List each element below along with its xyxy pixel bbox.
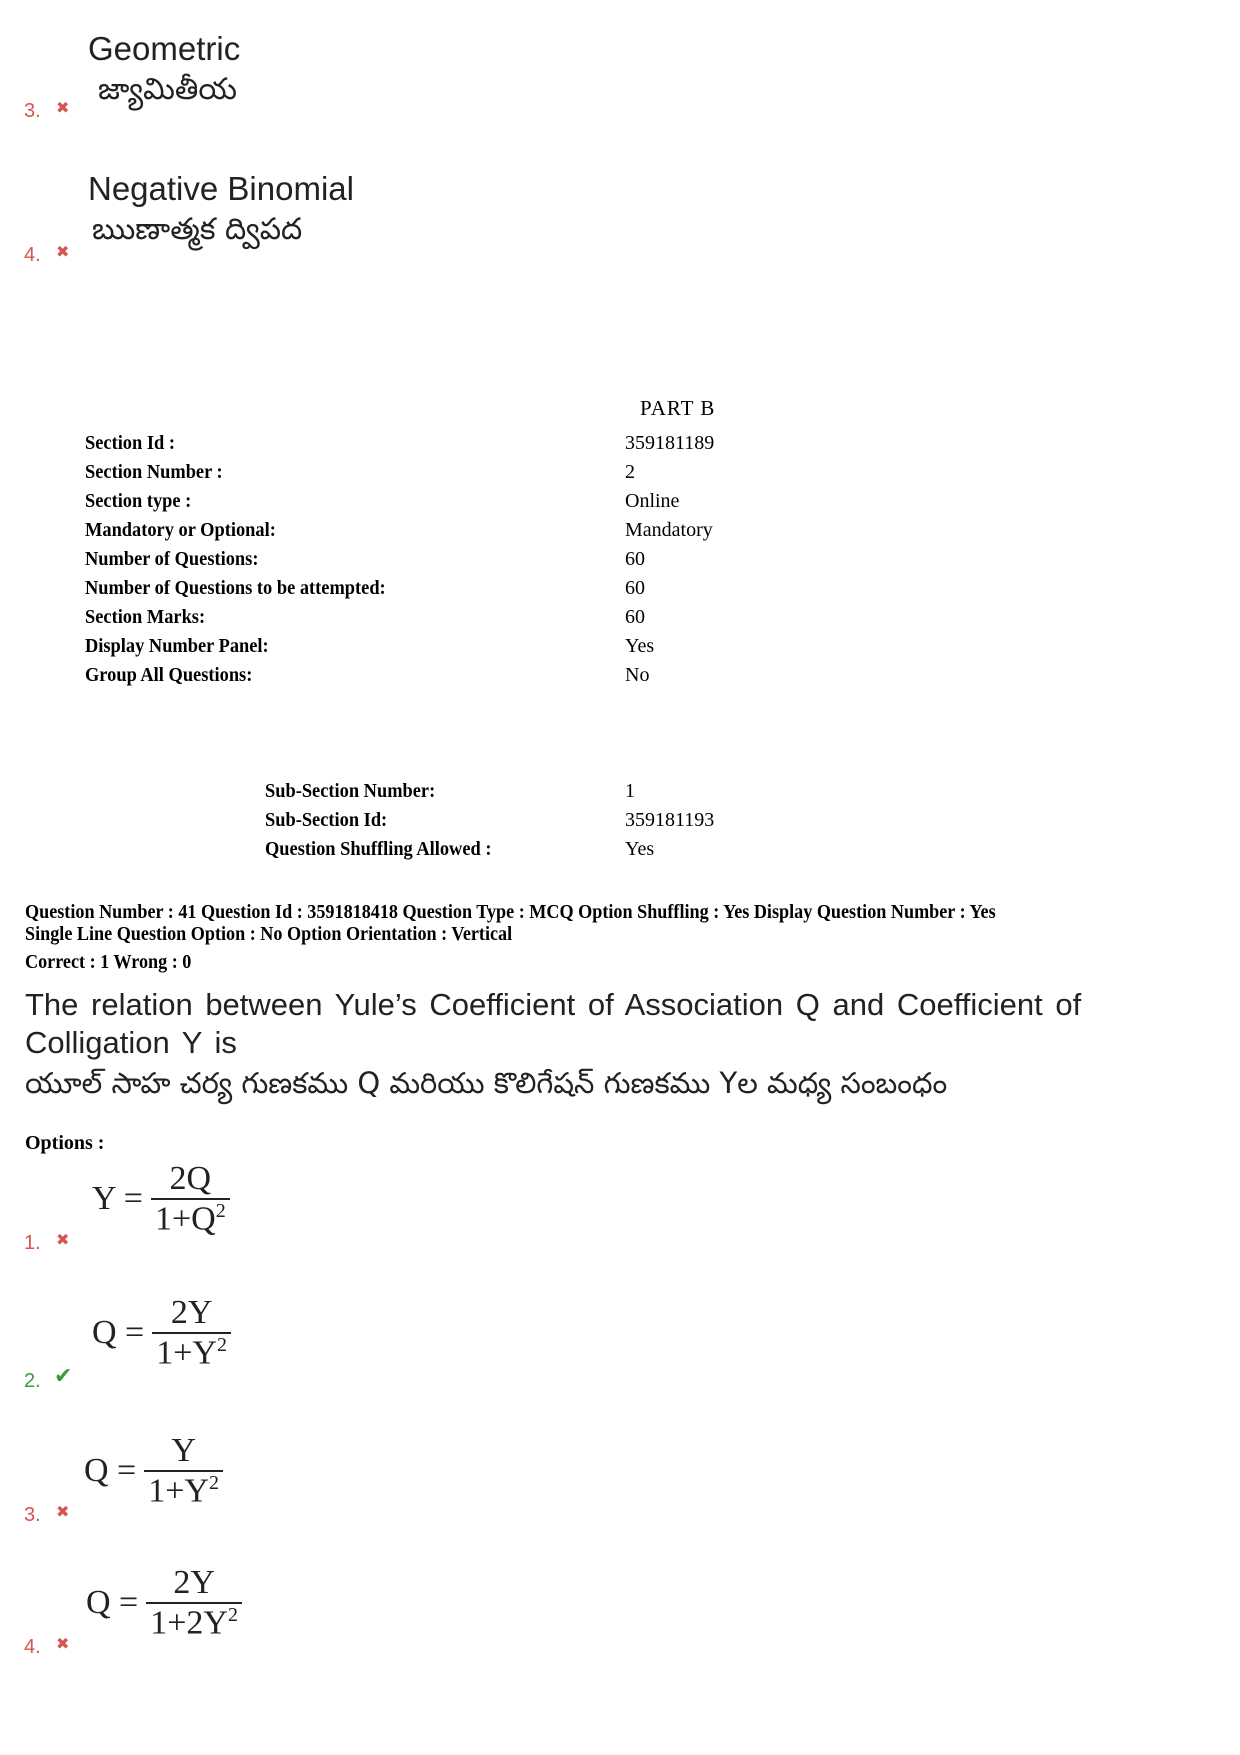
shuffle-label: Question Shuffling Allowed : — [265, 838, 492, 860]
question-marks: Correct : 1 Wrong : 0 — [25, 952, 192, 973]
display-panel-value: Yes — [625, 635, 655, 657]
question-text-en: The relation between Yule’s Coefficient of Association Q and Coefficient of Colligation Y is — [25, 987, 1082, 1060]
subsection-id-value: 359181193 — [625, 809, 715, 831]
option-formula — [92, 1294, 231, 1372]
subsection-number-label: Sub-Section Number: — [265, 780, 436, 802]
formula-numerator: 2Y — [170, 1294, 213, 1331]
formula-denominator — [146, 1602, 242, 1642]
formula-fraction — [144, 1432, 223, 1510]
denominator-exponent: 2 — [215, 1200, 226, 1222]
section-type-label: Section type : — [85, 490, 192, 512]
checkmark-icon: ✔ — [54, 1364, 73, 1389]
option-number: 4. — [24, 1636, 41, 1658]
denominator-exponent: 2 — [227, 1604, 238, 1626]
subsection-id-label: Sub-Section Id: — [265, 809, 388, 831]
num-attempt-label: Number of Questions to be attempted: — [85, 577, 386, 599]
option-text-en: Geometric — [88, 30, 241, 67]
cross-icon: ✖ — [56, 1230, 70, 1249]
mandatory-value: Mandatory — [625, 519, 713, 541]
option-number: 4. — [24, 244, 41, 266]
section-marks-label: Section Marks: — [85, 606, 206, 628]
section-heading: PART B — [640, 396, 716, 420]
option-formula — [86, 1564, 242, 1642]
display-panel-label: Display Number Panel: — [85, 635, 269, 657]
question-meta-line2: Single Line Question Option : No Option Orientation : Vertical — [25, 924, 513, 945]
section-marks-value: 60 — [625, 606, 645, 628]
section-number-value: 2 — [625, 461, 635, 483]
formula-lhs: Y = — [92, 1180, 143, 1218]
question-meta-line1: Question Number : 41 Question Id : 3591818418 Question Type : MCQ Option Shuffling : Yes Display Question Number : Yes — [25, 902, 996, 923]
section-id-value: 359181189 — [625, 432, 715, 454]
formula-numerator: Y — [171, 1432, 196, 1469]
formula-lhs: Q = — [86, 1584, 139, 1622]
denominator-exponent: 2 — [208, 1472, 219, 1494]
formula-denominator — [151, 1198, 230, 1238]
option-number: 2. — [24, 1370, 41, 1392]
formula-numerator: 2Y — [173, 1564, 215, 1601]
cross-icon: ✖ — [56, 98, 70, 117]
denominator-base: 1+2Y — [150, 1604, 228, 1642]
section-number-label: Section Number : — [85, 461, 223, 483]
num-questions-label: Number of Questions: — [85, 548, 259, 570]
subsection-number-value: 1 — [625, 780, 635, 802]
option-number: 3. — [24, 100, 41, 122]
num-attempt-value: 60 — [625, 577, 645, 599]
option-formula — [92, 1160, 230, 1238]
shuffle-value: Yes — [625, 838, 655, 860]
option-text-te: ఋణాత్మక ద్విపద — [92, 212, 303, 247]
num-questions-value: 60 — [625, 548, 645, 570]
option-text-te: జ్యామితీయ — [98, 72, 237, 107]
option-text-en: Negative Binomial — [88, 170, 354, 207]
denominator-base: 1+Y — [148, 1472, 209, 1510]
denominator-base: 1+Q — [154, 1200, 216, 1238]
section-id-label: Section Id : — [85, 432, 175, 454]
formula-denominator — [144, 1470, 223, 1510]
mandatory-label: Mandatory or Optional: — [85, 519, 276, 541]
cross-icon: ✖ — [56, 1634, 70, 1653]
formula-lhs: Q = — [84, 1452, 137, 1490]
option-number: 3. — [24, 1504, 41, 1526]
formula-fraction — [146, 1564, 242, 1642]
denominator-base: 1+Y — [156, 1334, 217, 1372]
option-number: 1. — [24, 1232, 41, 1254]
denominator-exponent: 2 — [216, 1334, 227, 1356]
section-type-value: Online — [625, 490, 680, 512]
question-text-te: యూల్ సాహ చర్య గుణకము Q మరియు కొలిగేషన్ గుణకము Yల మధ్య సంబంధం — [25, 1066, 948, 1100]
group-all-value: No — [625, 664, 650, 686]
formula-lhs: Q = — [92, 1314, 145, 1352]
cross-icon: ✖ — [56, 1502, 70, 1521]
option-formula — [84, 1432, 223, 1510]
formula-denominator — [152, 1332, 231, 1372]
formula-fraction — [151, 1160, 230, 1238]
options-label: Options : — [25, 1132, 105, 1154]
formula-fraction — [152, 1294, 231, 1372]
group-all-label: Group All Questions: — [85, 664, 253, 686]
cross-icon: ✖ — [56, 242, 70, 261]
formula-numerator: 2Q — [169, 1160, 212, 1197]
